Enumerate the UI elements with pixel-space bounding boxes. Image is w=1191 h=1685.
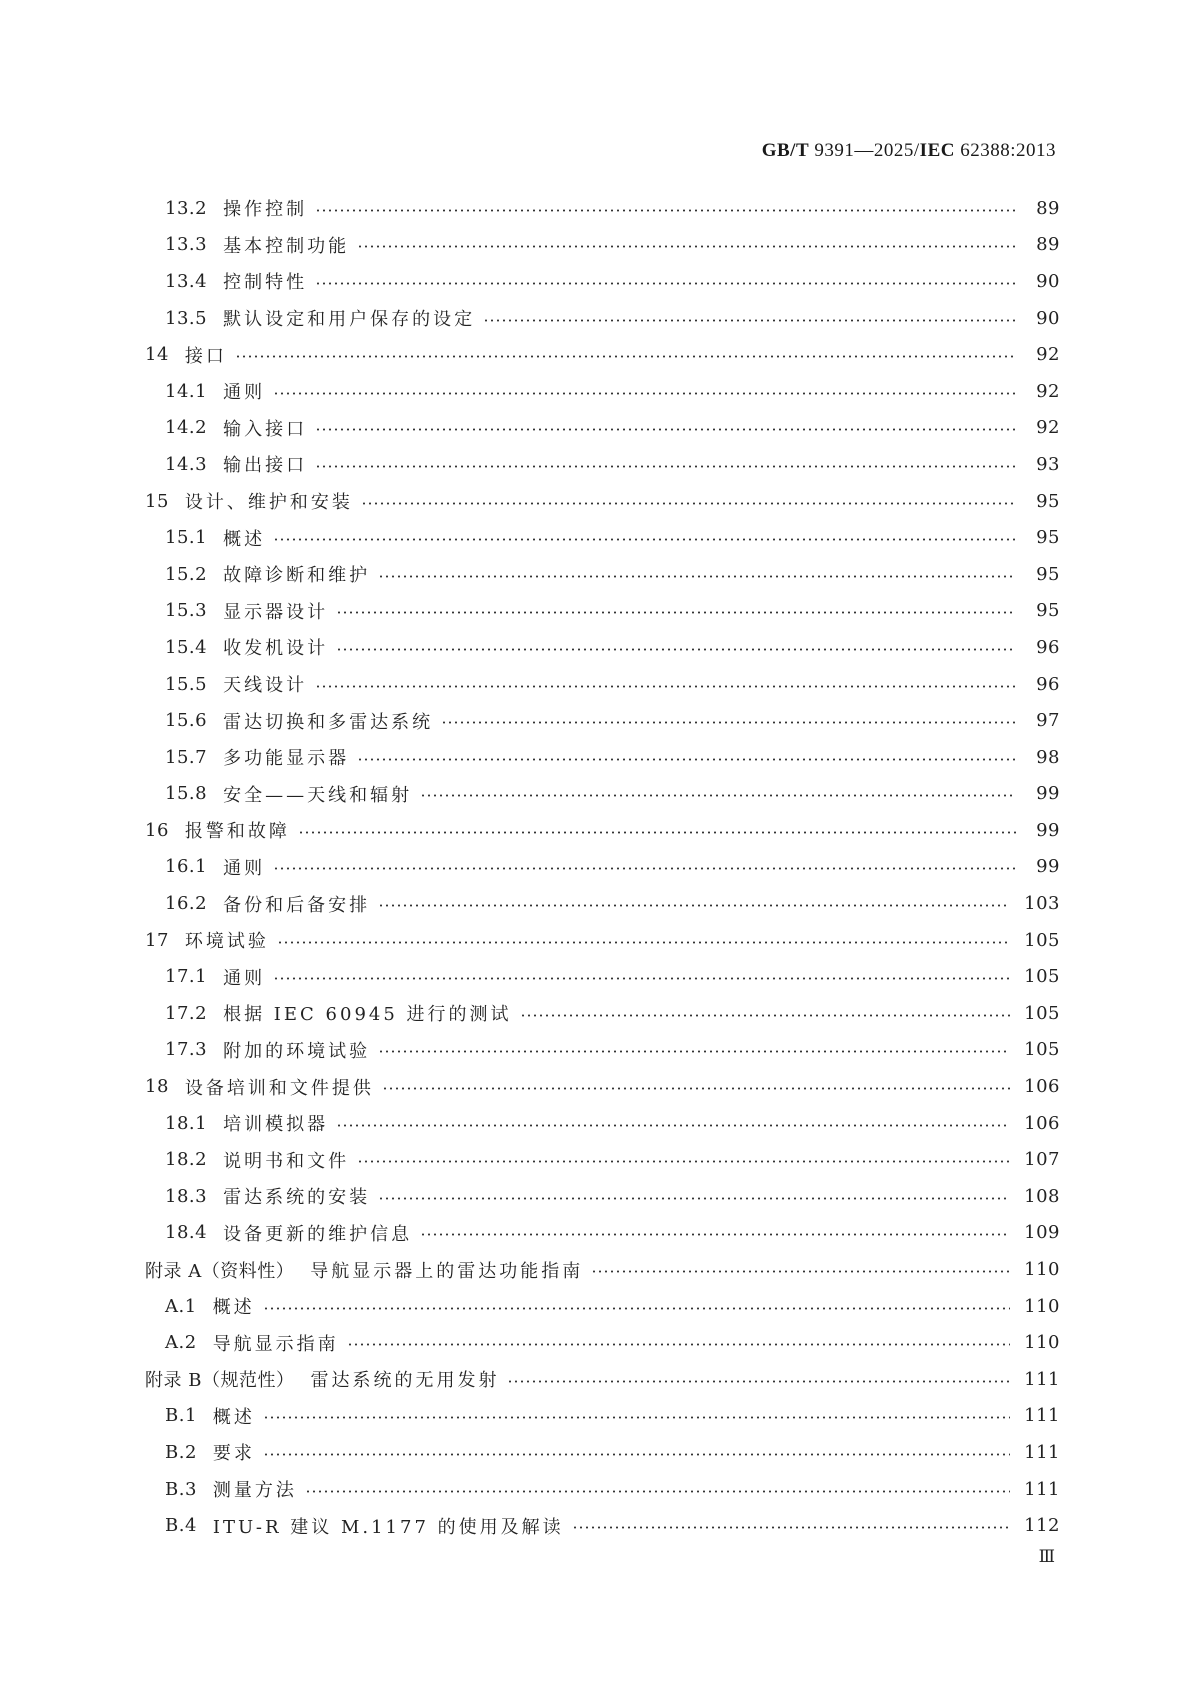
toc-entry-number: 18 [145, 1076, 169, 1098]
toc-entry[interactable] [145, 190, 1060, 227]
toc-entry[interactable] [145, 739, 1060, 776]
toc-dot-leader [263, 1416, 1010, 1419]
toc-entry-number: 附录 A（资料性） [145, 1260, 295, 1282]
toc-entry-number: 17.3 [165, 1039, 208, 1061]
toc-entry-title: 天线设计 [223, 675, 308, 697]
toc-dot-leader [441, 721, 1016, 724]
toc-dot-leader [273, 977, 1010, 980]
toc-entry-title: 概述 [212, 1297, 255, 1319]
toc-entry[interactable] [145, 263, 1060, 300]
toc-entry-page: 98 [1036, 746, 1060, 768]
toc-dot-leader [336, 648, 1016, 651]
toc-entry-title: 通则 [223, 857, 266, 879]
standard-code-number: 9391—2025/ [809, 140, 920, 161]
toc-entry-number: 15.4 [165, 636, 208, 658]
toc-entry-page: 111 [1024, 1368, 1060, 1390]
table-of-contents [145, 190, 1060, 1544]
toc-entry-page: 106 [1024, 1076, 1060, 1098]
toc-entry[interactable] [145, 483, 1060, 520]
toc-entry[interactable] [145, 1507, 1060, 1544]
toc-dot-leader [572, 1526, 1011, 1529]
toc-entry-number: 17.1 [165, 966, 208, 988]
toc-entry-title: 接口 [184, 345, 227, 367]
toc-dot-leader [273, 392, 1016, 395]
toc-entry[interactable] [145, 1105, 1060, 1142]
toc-entry-page: 111 [1024, 1405, 1060, 1427]
toc-entry-title: 环境试验 [184, 931, 269, 953]
toc-entry-number: 18.4 [165, 1222, 208, 1244]
toc-entry-number: 附录 B（规范性） [145, 1370, 295, 1392]
toc-dot-leader [315, 685, 1016, 688]
toc-entry[interactable] [145, 556, 1060, 593]
toc-entry-title: 培训模拟器 [223, 1114, 329, 1136]
toc-entry[interactable] [145, 227, 1060, 264]
toc-entry-page: 95 [1036, 527, 1060, 549]
toc-entry-number: 14.3 [165, 453, 208, 475]
toc-dot-leader [315, 282, 1016, 285]
toc-entry-page: 105 [1024, 1002, 1060, 1024]
toc-entry[interactable] [145, 410, 1060, 447]
toc-dot-leader [357, 1160, 1010, 1163]
toc-entry-page: 112 [1024, 1515, 1060, 1537]
toc-entry-page: 108 [1024, 1185, 1060, 1207]
toc-entry-page: 96 [1036, 636, 1060, 658]
toc-entry-page: 90 [1036, 307, 1060, 329]
toc-entry-title: 默认设定和用户保存的设定 [223, 309, 476, 331]
toc-entry[interactable] [145, 1288, 1060, 1325]
toc-entry-page: 110 [1024, 1295, 1060, 1317]
toc-dot-leader [520, 1014, 1011, 1017]
standard-code-prefix: GB/T [761, 140, 810, 161]
toc-entry-number: 14 [145, 344, 169, 366]
toc-entry-page: 111 [1024, 1441, 1060, 1463]
toc-entry-number: 18.3 [165, 1185, 208, 1207]
toc-dot-leader [420, 1233, 1010, 1236]
toc-entry-title: 导航显示指南 [212, 1333, 339, 1355]
toc-entry[interactable] [145, 373, 1060, 410]
toc-entry-title: 收发机设计 [223, 638, 329, 660]
toc-entry-title: ITU-R 建议 M.1177 的使用及解读 [212, 1516, 564, 1538]
toc-dot-leader [378, 904, 1010, 907]
toc-entry-number: B.4 [165, 1515, 197, 1537]
toc-entry[interactable] [145, 1215, 1060, 1252]
toc-entry-title: 说明书和文件 [223, 1150, 350, 1172]
toc-entry-title: 概述 [212, 1406, 255, 1428]
toc-entry-number: 13.3 [165, 234, 208, 256]
toc-entry-page: 103 [1024, 893, 1060, 915]
toc-entry[interactable] [145, 1361, 1060, 1398]
toc-entry-number: B.2 [165, 1441, 197, 1463]
document-header [762, 140, 1056, 162]
toc-dot-leader [507, 1380, 1010, 1383]
toc-entry-page: 89 [1036, 234, 1060, 256]
toc-entry[interactable] [145, 1178, 1060, 1215]
toc-dot-leader [357, 758, 1016, 761]
toc-dot-leader [361, 502, 1016, 505]
toc-entry-title: 报警和故障 [184, 821, 290, 843]
toc-entry-title: 输入接口 [223, 418, 308, 440]
toc-dot-leader [357, 245, 1016, 248]
toc-entry-title: 雷达切换和多雷达系统 [223, 711, 434, 733]
toc-entry-page: 110 [1024, 1332, 1060, 1354]
toc-entry-number: 13.5 [165, 307, 208, 329]
toc-entry-page: 95 [1036, 563, 1060, 585]
toc-entry-number: 13.4 [165, 270, 208, 292]
toc-entry-title: 测量方法 [212, 1480, 297, 1502]
toc-entry-title: 雷达系统的无用发射 [310, 1370, 500, 1392]
toc-entry-title: 通则 [223, 382, 266, 404]
toc-entry-number: 16 [145, 819, 169, 841]
toc-entry-title: 故障诊断和维护 [223, 565, 371, 587]
iec-number: 62388:2013 [954, 140, 1056, 161]
toc-entry-title: 概述 [223, 528, 266, 550]
toc-entry-title: 通则 [223, 967, 266, 989]
toc-entry-number: 15.5 [165, 673, 208, 695]
toc-entry-page: 107 [1024, 1149, 1060, 1171]
toc-dot-leader [263, 1453, 1010, 1456]
toc-entry-title: 基本控制功能 [223, 235, 350, 257]
toc-entry[interactable] [145, 300, 1060, 337]
toc-dot-leader [273, 538, 1016, 541]
toc-entry-number: 15.2 [165, 563, 208, 585]
toc-entry-number: 15.7 [165, 746, 208, 768]
toc-dot-leader [298, 831, 1016, 834]
toc-entry-page: 110 [1024, 1259, 1060, 1281]
toc-entry[interactable] [145, 1068, 1060, 1105]
toc-entry-title: 备份和后备安排 [223, 894, 371, 916]
toc-dot-leader [305, 1490, 1010, 1493]
toc-entry-page: 92 [1036, 344, 1060, 366]
toc-entry-page: 95 [1036, 490, 1060, 512]
iec-prefix: IEC [919, 140, 955, 161]
toc-dot-leader [277, 941, 1010, 944]
toc-entry-page: 90 [1036, 270, 1060, 292]
toc-entry-page: 96 [1036, 673, 1060, 695]
toc-entry-number: 15 [145, 490, 169, 512]
toc-entry-page: 105 [1024, 1039, 1060, 1061]
toc-entry-title: 设计、维护和安装 [184, 492, 353, 514]
toc-entry-page: 111 [1024, 1478, 1060, 1500]
toc-entry[interactable] [145, 885, 1060, 922]
toc-entry-page: 105 [1024, 966, 1060, 988]
toc-entry[interactable] [145, 922, 1060, 959]
toc-entry[interactable] [145, 849, 1060, 886]
toc-dot-leader [315, 465, 1016, 468]
toc-entry-number: 17.2 [165, 1002, 208, 1024]
toc-entry[interactable] [145, 958, 1060, 995]
toc-entry-number: 15.3 [165, 600, 208, 622]
toc-entry-title: 导航显示器上的雷达功能指南 [310, 1260, 584, 1282]
toc-entry-title: 安全——天线和辐射 [223, 784, 413, 806]
toc-entry-title: 根据 IEC 60945 进行的测试 [223, 1004, 512, 1026]
toc-dot-leader [591, 1270, 1010, 1273]
toc-entry[interactable] [145, 1398, 1060, 1435]
toc-entry-number: 15.1 [165, 527, 208, 549]
toc-dot-leader [315, 428, 1016, 431]
toc-entry[interactable] [145, 1434, 1060, 1471]
toc-entry-page: 92 [1036, 417, 1060, 439]
toc-entry-title: 雷达系统的安装 [223, 1187, 371, 1209]
toc-entry-number: 15.6 [165, 710, 208, 732]
page-number: Ⅲ [1038, 1547, 1056, 1566]
toc-entry[interactable] [145, 336, 1060, 373]
toc-entry-number: A.1 [165, 1295, 197, 1317]
toc-entry-title: 设备培训和文件提供 [184, 1077, 374, 1099]
toc-entry-page: 92 [1036, 380, 1060, 402]
toc-dot-leader [347, 1343, 1010, 1346]
toc-entry-number: B.1 [165, 1405, 197, 1427]
toc-entry-page: 99 [1036, 819, 1060, 841]
toc-dot-leader [336, 1124, 1010, 1127]
toc-entry[interactable] [145, 1251, 1060, 1288]
toc-entry[interactable] [145, 593, 1060, 630]
toc-entry-title: 控制特性 [223, 272, 308, 294]
toc-dot-leader [378, 1197, 1010, 1200]
toc-dot-leader [382, 1087, 1010, 1090]
toc-entry-number: 16.1 [165, 856, 208, 878]
toc-entry[interactable] [145, 1141, 1060, 1178]
toc-dot-leader [263, 1307, 1010, 1310]
toc-dot-leader [378, 575, 1016, 578]
toc-entry-number: 18.2 [165, 1149, 208, 1171]
toc-entry-title: 操作控制 [223, 199, 308, 221]
toc-entry[interactable] [145, 519, 1060, 556]
toc-entry-number: 15.8 [165, 783, 208, 805]
toc-entry[interactable] [145, 776, 1060, 813]
toc-entry-title: 要求 [212, 1443, 255, 1465]
toc-entry-title: 输出接口 [223, 455, 308, 477]
toc-entry-title: 显示器设计 [223, 601, 329, 623]
toc-entry-number: B.3 [165, 1478, 197, 1500]
toc-entry-page: 97 [1036, 710, 1060, 732]
toc-entry-title: 多功能显示器 [223, 748, 350, 770]
toc-entry[interactable] [145, 1032, 1060, 1069]
toc-dot-leader [235, 355, 1016, 358]
toc-entry[interactable] [145, 1324, 1060, 1361]
toc-dot-leader [378, 1050, 1010, 1053]
toc-entry-number: 14.1 [165, 380, 208, 402]
toc-entry-number: 18.1 [165, 1112, 208, 1134]
toc-entry-page: 89 [1036, 197, 1060, 219]
toc-entry[interactable] [145, 629, 1060, 666]
toc-entry[interactable] [145, 446, 1060, 483]
toc-entry[interactable] [145, 666, 1060, 703]
toc-entry-number: A.2 [165, 1332, 197, 1354]
toc-entry-page: 105 [1024, 929, 1060, 951]
toc-entry-page: 95 [1036, 600, 1060, 622]
toc-entry-title: 设备更新的维护信息 [223, 1223, 413, 1245]
toc-entry-number: 13.2 [165, 197, 208, 219]
toc-entry[interactable] [145, 1471, 1060, 1508]
toc-dot-leader [336, 611, 1016, 614]
toc-entry[interactable] [145, 812, 1060, 849]
toc-dot-leader [315, 209, 1016, 212]
toc-entry-number: 17 [145, 929, 169, 951]
toc-entry-page: 99 [1036, 783, 1060, 805]
toc-entry-page: 106 [1024, 1112, 1060, 1134]
toc-entry-page: 99 [1036, 856, 1060, 878]
toc-entry-number: 16.2 [165, 893, 208, 915]
toc-dot-leader [420, 794, 1016, 797]
toc-entry-title: 附加的环境试验 [223, 1040, 371, 1062]
toc-entry[interactable] [145, 702, 1060, 739]
toc-entry-page: 93 [1036, 453, 1060, 475]
toc-entry[interactable] [145, 995, 1060, 1032]
toc-dot-leader [483, 319, 1016, 322]
toc-entry-page: 109 [1024, 1222, 1060, 1244]
toc-dot-leader [273, 867, 1016, 870]
toc-entry-number: 14.2 [165, 417, 208, 439]
